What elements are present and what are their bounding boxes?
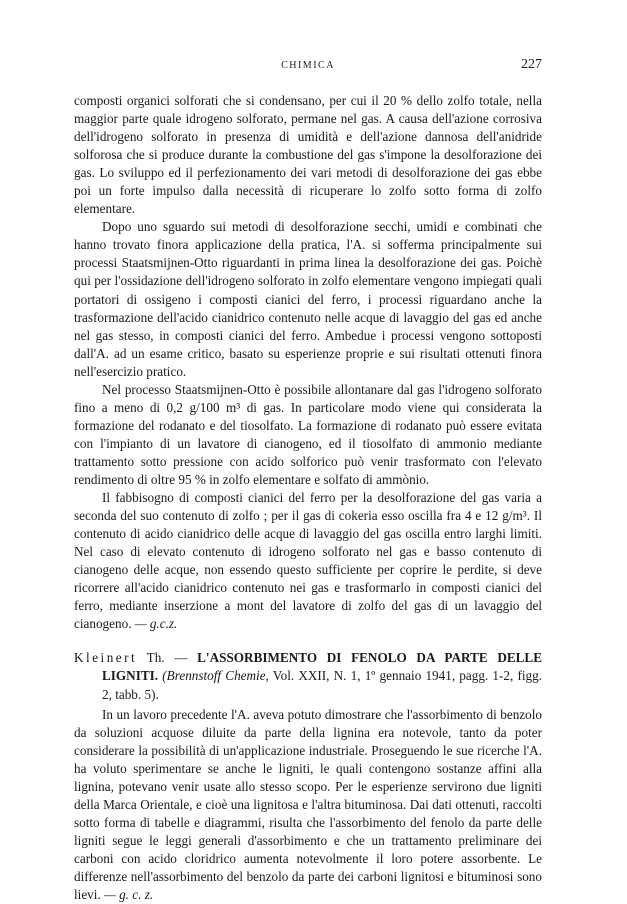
section-title: CHIMICA [281, 60, 335, 71]
signature-1: — g.c.z. [134, 616, 178, 632]
entry-author: Kleinert [74, 650, 138, 666]
paragraph-5-text: In un lavoro precedente l'A. aveva potuto dimostrare che l'assorbimento di benzolo da soluzioni acquose diluite da parte della lignina era notevole, tanto da poter considerare la possibilità di un'applicazione industriale. Proseguendo le sue ricerche l'A. ha voluto sperimentare se anche le ligniti, le quali contengono sostanze affini alla lignina, potevano venir usate allo stesso scopo. Per le esperienze servirono due ligniti della Marca Orientale, e cioè una lignitosa e l'altra bituminosa. Dai dati ottenuti, raccolti sotto forma di tabelle e diagrammi, risulta che l'assorbimento del fenolo da parte delle ligniti segue le leggi generali d'assorbimento e che un trattamento preliminare dei carboni con acido cloridrico aumenta notevolmente il loro potere assorbente. Le differenze nell'assorbimento del benzolo da parte dei carboni lignitosi e bituminosi sono lievi. [74, 706, 542, 903]
entry-journal: (Brennstoff Chemie, [162, 668, 269, 684]
paragraph-3-text: Nel processo Staatsmijnen-Otto è possibile allontanare dal gas l'idrogeno solforato fino a meno di 0,2 g/100 m³ di gas. In particolare modo viene qui considerata la formazione del rodanato e del tiosolfato. La formazione di rodanato può essere evitata con l'impianto di un lavatore di cianogeno, ed il tiosolfato di ammonio mediante trattamento sotto pressione con acido solforico può venir trasformato con l'elevato rendimento di oltre 95 % in zolfo elementare e solfato di ammònio. [74, 381, 542, 487]
page-body [74, 92, 542, 904]
paragraph-2 [74, 218, 542, 380]
paragraph-1 [74, 92, 542, 218]
paragraph-5 [74, 706, 542, 904]
entry-title: L'ASSORBIMENTO DI FENOLO DA PARTE DELLE LIGNITI. [102, 650, 543, 684]
entry-author-rest: Th. — [146, 650, 188, 666]
entry-citation: Vol. XXII, N. 1, 1º gennaio 1941, pagg. 1-2, figg. 2, tabb. 5). [102, 668, 542, 702]
running-head [74, 57, 542, 76]
paragraph-2-text: Dopo uno sguardo sui metodi di desolforazione secchi, umidi e combinati che hanno trovato finora applicazione della pratica, l'A. si sofferma principalmente sui processi Staatsmijnen-Otto riguardanti in prima linea la desolforazione dei gas. Poichè qui per l'ossidazione dell'idrogeno solforato in zolfo elementare vengono impiegati quali portatori di ossigeno i composti cianici del ferro, i processi riguardano anche la trasformazione dell'acido cianidrico contenuto nelle acque di lavaggio del gas ed anche nel gas stesso, in composti cianici del ferro. Ambedue i processi vengono sottoposti dall'A. ad un esame critico, basato su esperienze proprie e sui risultati ottenuti finora nell'esercizio pratico. [74, 219, 542, 379]
paragraph-3 [74, 381, 542, 489]
page-number: 227 [521, 57, 542, 72]
signature-2: — g. c. z. [104, 887, 154, 903]
paragraph-1-text: composti organici solforati che si condensano, per cui il 20 % dello zolfo totale, nella maggior parte quale idrogeno solforato, permane nel gas. A causa dell'azione corrosiva dell'idrogeno solforato in presenza di umidità e dell'azione dannosa dell'anidride solforosa che si produce durante la combustione del gas s'impone la desolforazione dei gas. Lo sviluppo ed il perfezionamento dei vari metodi di desolforazione dei gas ebbe poi un forte impulso dalla necessità di ricuperare lo zolfo sotto forma di zolfo elementare. [74, 93, 542, 217]
entry-heading [74, 649, 542, 703]
paragraph-4-text: Il fabbisogno di composti cianici del ferro per la desolforazione del gas varia a seconda del suo contenuto di zolfo ; per il gas di cokeria esso oscilla fra 4 e 12 g/m³. Il contenuto di acido cianidrico delle acque di lavaggio del gas oscilla entro larghi limiti. Nel caso di elevato contenuto di idrogeno solforato nel gas e basso contenuto di cianogeno delle acque, non essendo questo sufficiente per coprire le perdite, si deve ricorrere all'acido cianidrico contenuto nei gas e trasformarlo in composti cianici del ferro, mediante inserzione a mont del lavatore di zolfo del gas di un lavaggio del cianogeno. [74, 490, 542, 632]
paragraph-4 [74, 489, 542, 633]
